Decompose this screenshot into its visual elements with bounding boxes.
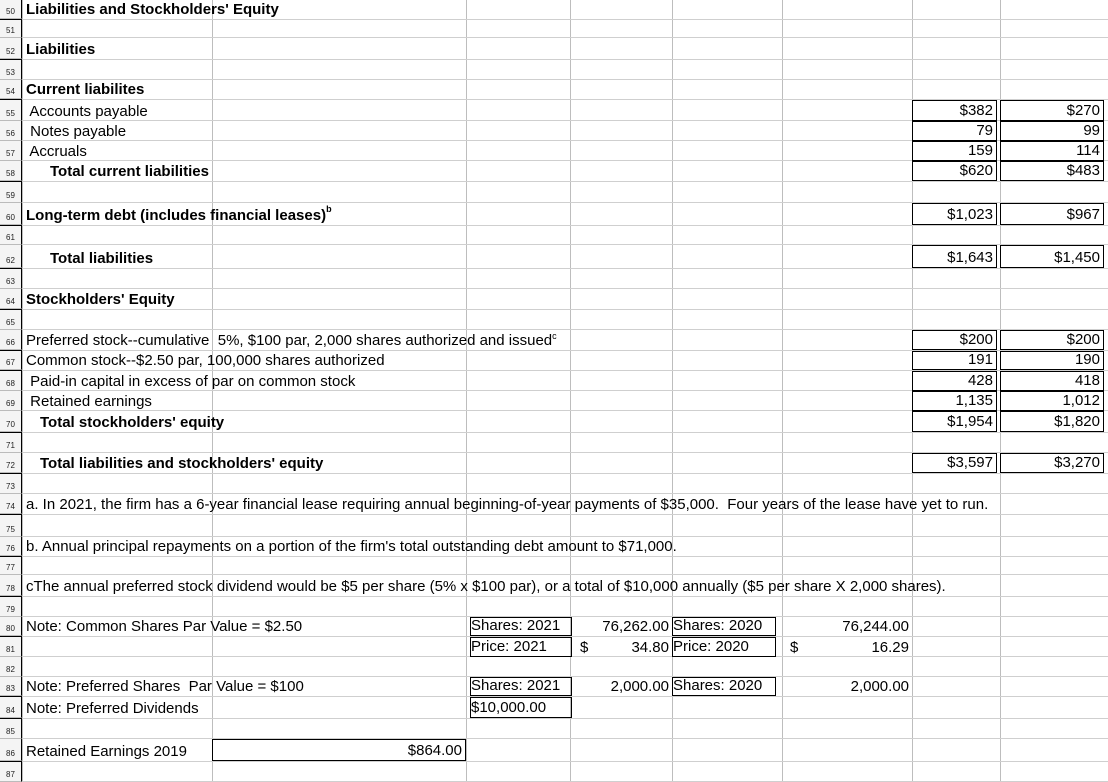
value-2020-cell[interactable] <box>1000 391 1104 411</box>
shares-label-cell[interactable] <box>470 677 572 696</box>
row-header[interactable]: 86 <box>0 739 22 761</box>
sheet-row <box>0 121 1108 141</box>
value-2020-cell-text: 114 <box>1076 142 1100 159</box>
value-2021-cell-text: 428 <box>967 372 993 389</box>
footnote-marker: b <box>326 204 332 214</box>
value-2020-cell-text: 1,012 <box>1062 392 1100 409</box>
row-header[interactable]: 67 <box>0 351 22 370</box>
row-header[interactable]: 55 <box>0 100 22 121</box>
row-header[interactable]: 60 <box>0 203 22 225</box>
row-header[interactable]: 73 <box>0 474 22 494</box>
sheet-row <box>0 453 1108 474</box>
value-2021-cell[interactable] <box>912 330 997 350</box>
shares-value-cell-text: 2,000.00 <box>850 678 909 695</box>
sheet-row <box>0 719 1108 739</box>
sheet-row <box>0 330 1108 351</box>
sheet-row <box>0 289 1108 310</box>
value-2020-cell-text: 418 <box>1074 372 1100 389</box>
row-header[interactable]: 57 <box>0 141 22 161</box>
value-2020-cell-text: $1,450 <box>1054 249 1100 266</box>
row-header[interactable]: 68 <box>0 371 22 391</box>
shares-label-cell-text: Price: 2021 <box>471 638 547 655</box>
value-2021-cell-text: 1,135 <box>955 392 993 409</box>
shares-value-cell-text: 34.80 <box>631 639 669 656</box>
sheet-row <box>0 60 1108 80</box>
sheet-row <box>0 0 1108 20</box>
row-header[interactable]: 62 <box>0 245 22 268</box>
row-header[interactable]: 84 <box>0 697 22 718</box>
sheet-row <box>0 371 1108 391</box>
sheet-row <box>0 20 1108 38</box>
sheet-row <box>0 515 1108 537</box>
row-header[interactable]: 80 <box>0 617 22 636</box>
sheet-row <box>0 433 1108 453</box>
value-2020-cell[interactable] <box>1000 100 1104 121</box>
row-header[interactable]: 58 <box>0 161 22 181</box>
shares-value-cell[interactable] <box>572 637 672 657</box>
sheet-row <box>0 637 1108 657</box>
value-2021-cell[interactable] <box>912 411 997 432</box>
value-2021-cell[interactable] <box>912 351 997 370</box>
value-2020-cell[interactable] <box>1000 411 1104 432</box>
label-cell-text: Accounts payable <box>26 103 148 120</box>
label-cell-text: Note: Preferred Dividends <box>26 700 199 717</box>
label-cell-text: Paid-in capital in excess of par on common stock <box>26 373 356 390</box>
value-2021-cell-text: $620 <box>959 162 993 179</box>
sheet-row <box>0 657 1108 677</box>
value-2021-cell[interactable] <box>912 121 997 141</box>
sheet-row <box>0 762 1108 782</box>
label-cell[interactable] <box>26 575 1080 596</box>
value-2021-cell-text: 159 <box>967 142 993 159</box>
sheet-row <box>0 739 1108 762</box>
sheet-row <box>0 310 1108 330</box>
value-2021-cell[interactable] <box>912 100 997 121</box>
label-cell-text: Preferred stock--cumulative 5%, $100 par, 2,000 shares authorized and issued <box>26 332 553 349</box>
label-cell-text: Note: Preferred Shares Par Value = $100 <box>26 678 304 695</box>
row-header[interactable]: 81 <box>0 637 22 657</box>
sheet-row <box>0 677 1108 697</box>
label-cell-text: Retained Earnings 2019 <box>26 743 187 760</box>
currency-cell-text: $ <box>790 639 799 656</box>
shares-value-cell-text: 76,244.00 <box>842 618 909 635</box>
label-cell[interactable] <box>26 0 1080 19</box>
label-cell[interactable] <box>26 80 1080 99</box>
sheet-row <box>0 161 1108 182</box>
footnote-marker: c <box>552 331 557 341</box>
shares-value-cell[interactable] <box>782 617 912 636</box>
label-cell-text: Current liabilites <box>26 81 145 98</box>
shares-label-cell[interactable] <box>470 697 572 718</box>
label-cell-text: Stockholders' Equity <box>26 291 175 308</box>
sheet-row <box>0 557 1108 575</box>
sheet-row <box>0 141 1108 161</box>
row-header[interactable]: 72 <box>0 453 22 473</box>
row-header[interactable]: 52 <box>0 38 22 59</box>
value-2020-cell-text: $483 <box>1066 162 1100 179</box>
label-cell-text: Accruals <box>26 143 87 160</box>
shares-label-cell[interactable] <box>470 637 572 657</box>
value-2020-cell[interactable] <box>1000 371 1104 391</box>
shares-label-cell-text: Price: 2020 <box>673 638 749 655</box>
shares-value-cell[interactable] <box>782 677 912 696</box>
sheet-row <box>0 617 1108 637</box>
row-header[interactable]: 53 <box>0 60 22 80</box>
value-2020-cell-text: $1,820 <box>1054 413 1100 430</box>
label-cell-text: Liabilities <box>26 41 96 58</box>
label-cell[interactable] <box>26 537 1080 556</box>
row-header[interactable]: 59 <box>0 182 22 203</box>
label-cell-text: Total liabilities <box>50 250 154 267</box>
value-2021-cell-text: 191 <box>967 351 993 368</box>
sheet-row <box>0 537 1108 557</box>
label-cell-text: Retained earnings <box>26 393 152 410</box>
retained-earnings-value-cell-text: $864.00 <box>407 742 462 759</box>
shares-value-cell[interactable] <box>572 617 672 636</box>
row-header[interactable]: 61 <box>0 226 22 245</box>
sheet-row <box>0 597 1108 617</box>
label-cell[interactable] <box>26 739 1080 761</box>
sheet-row <box>0 351 1108 371</box>
sheet-row <box>0 38 1108 60</box>
label-cell-text: Notes payable <box>26 123 127 140</box>
row-header[interactable]: 82 <box>0 657 22 677</box>
shares-label-cell-text: Shares: 2021 <box>471 677 561 694</box>
value-2021-cell-text: $1,954 <box>947 413 993 430</box>
row-header[interactable]: 65 <box>0 310 22 330</box>
row-header[interactable]: 54 <box>0 80 22 99</box>
shares-label-cell-text: Shares: 2020 <box>673 677 763 694</box>
sheet-row <box>0 245 1108 269</box>
row-header[interactable]: 56 <box>0 121 22 141</box>
value-2020-cell-text: 99 <box>1083 122 1100 139</box>
sheet-row <box>0 80 1108 100</box>
shares-label-cell[interactable] <box>672 617 776 636</box>
value-2021-cell[interactable] <box>912 391 997 411</box>
sheet-row <box>0 697 1108 719</box>
value-2021-cell-text: $200 <box>959 331 993 348</box>
currency-cell-text: $ <box>580 639 589 656</box>
label-cell-text: Long-term debt (includes financial leases) <box>26 207 327 224</box>
label-cell-text: Common stock--$2.50 par, 100,000 shares authorized <box>26 352 385 369</box>
shares-value-cell-text: 76,262.00 <box>602 618 669 635</box>
value-2021-cell-text: $1,643 <box>947 249 993 266</box>
label-cell-text: a. In 2021, the firm has a 6-year financial lease requiring annual beginning-of-year payments of $35,000. Four years of the lease have yet to run. <box>26 496 989 513</box>
value-2021-cell[interactable] <box>912 245 997 268</box>
row-header[interactable]: 75 <box>0 515 22 537</box>
sheet-row <box>0 182 1108 203</box>
retained-earnings-value-cell[interactable] <box>212 739 466 761</box>
value-2020-cell[interactable] <box>1000 330 1104 350</box>
sheet-row <box>0 474 1108 494</box>
row-header[interactable]: 83 <box>0 677 22 696</box>
value-2020-cell-text: $270 <box>1066 102 1100 119</box>
label-cell-text: Total liabilities and stockholders' equity <box>40 455 324 472</box>
label-cell-text: Liabilities and Stockholders' Equity <box>26 1 279 18</box>
shares-label-cell[interactable] <box>672 677 776 696</box>
shares-value-cell[interactable] <box>782 637 912 657</box>
value-2020-cell[interactable] <box>1000 351 1104 370</box>
value-2020-cell-text: $3,270 <box>1054 454 1100 471</box>
sheet-row <box>0 100 1108 121</box>
sheet-row <box>0 494 1108 515</box>
label-cell[interactable] <box>26 289 1080 309</box>
row-header[interactable]: 87 <box>0 762 22 782</box>
row-header[interactable]: 66 <box>0 330 22 350</box>
value-2021-cell[interactable] <box>912 141 997 161</box>
value-2021-cell-text: $382 <box>959 102 993 119</box>
sheet-row <box>0 575 1108 597</box>
value-2021-cell-text: 79 <box>976 122 993 139</box>
row-header[interactable]: 50 <box>0 0 22 19</box>
row-header[interactable]: 71 <box>0 433 22 453</box>
value-2020-cell[interactable] <box>1000 203 1104 225</box>
shares-label-cell-text: $10,000.00 <box>471 699 547 716</box>
row-header[interactable]: 63 <box>0 269 22 289</box>
shares-value-cell[interactable] <box>572 677 672 696</box>
row-header[interactable]: 69 <box>0 391 22 411</box>
row-header[interactable]: 74 <box>0 494 22 514</box>
shares-value-cell-text: 2,000.00 <box>610 678 669 695</box>
label-cell-text: Total current liabilities <box>50 163 209 180</box>
value-2020-cell[interactable] <box>1000 245 1104 268</box>
value-2021-cell[interactable] <box>912 161 997 181</box>
label-cell-text: cThe annual preferred stock dividend would be $5 per share (5% x $100 par), or a total of $10,000 annually ($5 per share X 2,000 shares). <box>26 578 946 595</box>
value-2021-cell-text: $3,597 <box>947 454 993 471</box>
row-header[interactable]: 78 <box>0 575 22 596</box>
value-2021-cell[interactable] <box>912 453 997 473</box>
shares-label-cell-text: Shares: 2021 <box>471 617 561 634</box>
label-cell-text: Note: Common Shares Par Value = $2.50 <box>26 618 303 635</box>
value-2020-cell[interactable] <box>1000 453 1104 473</box>
sheet-row <box>0 391 1108 411</box>
value-2021-cell-text: $1,023 <box>947 206 993 223</box>
value-2020-cell-text: $967 <box>1066 206 1100 223</box>
shares-label-cell[interactable] <box>672 637 776 657</box>
label-cell[interactable] <box>26 38 1080 59</box>
shares-label-cell-text: Shares: 2020 <box>673 617 763 634</box>
row-header[interactable]: 85 <box>0 719 22 739</box>
value-2020-cell-text: $200 <box>1066 331 1100 348</box>
value-2020-cell[interactable] <box>1000 121 1104 141</box>
value-2020-cell[interactable] <box>1000 141 1104 161</box>
value-2020-cell[interactable] <box>1000 161 1104 181</box>
value-2021-cell[interactable] <box>912 203 997 225</box>
label-cell-text: b. Annual principal repayments on a portion of the firm's total outstanding debt amount to $71,000. <box>26 538 677 555</box>
row-header[interactable]: 70 <box>0 411 22 432</box>
sheet-row <box>0 203 1108 226</box>
label-cell-text: Total stockholders' equity <box>40 414 225 431</box>
value-2021-cell[interactable] <box>912 371 997 391</box>
row-header[interactable]: 64 <box>0 289 22 309</box>
shares-value-cell-text: 16.29 <box>871 639 909 656</box>
row-header[interactable]: 79 <box>0 597 22 617</box>
sheet-row <box>0 226 1108 245</box>
row-header[interactable]: 77 <box>0 557 22 575</box>
row-header[interactable]: 51 <box>0 20 22 38</box>
value-2020-cell-text: 190 <box>1074 351 1100 368</box>
label-cell[interactable] <box>26 494 1080 514</box>
sheet-row <box>0 269 1108 289</box>
shares-label-cell[interactable] <box>470 617 572 636</box>
row-header[interactable]: 76 <box>0 537 22 556</box>
sheet-row <box>0 411 1108 433</box>
